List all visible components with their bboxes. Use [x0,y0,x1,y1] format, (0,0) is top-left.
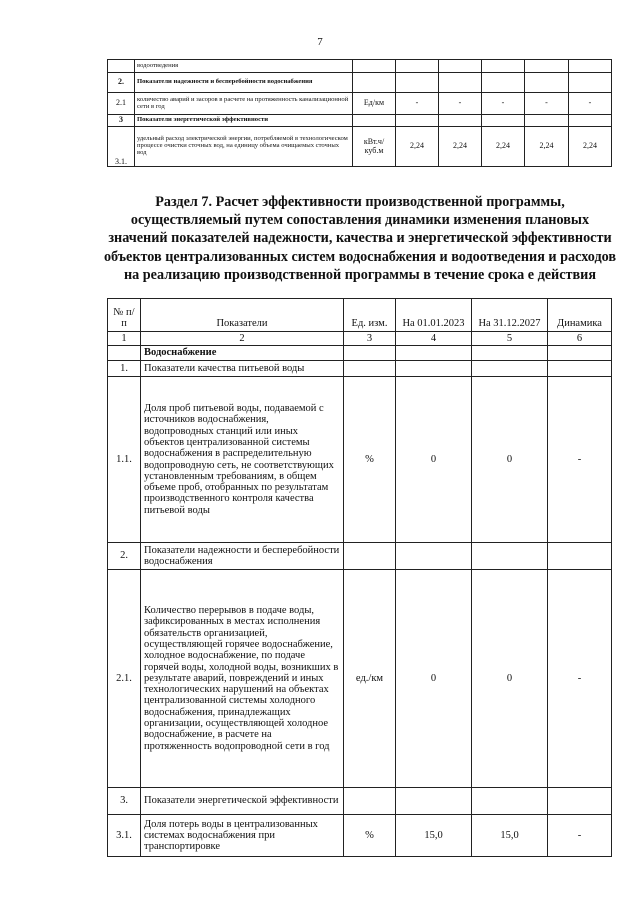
value-cell: 2,24 [569,127,612,167]
unit-cell [353,60,396,73]
dynamics-value [548,788,612,815]
table-row [108,543,612,570]
value-cell [482,60,525,73]
table-row [108,815,612,857]
value-cell: 2,24 [396,127,439,167]
row-number: 1. [108,361,141,377]
table-row [108,60,612,73]
end-value [472,543,548,570]
indicator-text: Водоснабжение [141,346,344,361]
value-cell: - [439,93,482,115]
value-cell [396,115,439,127]
start-value: 15,0 [396,815,472,857]
value-cell: 2,24 [482,127,525,167]
unit-cell [344,346,396,361]
row-number: 3.1. [108,815,141,857]
unit-cell: Ед/км [353,93,396,115]
indicator-text: Количество перерывов в подаче воды, зафиксированных в местах исполнения обязательств организацией, осуществляющей горячее водоснабжение, холодное водоснабжение, по подаче горячей воды, холодной воды, возникших в результате аварий, повреждений и иных технологических нарушений на объектах централизованной системы холодного водоснабжения, принадлежащих организации, осуществляющей холодное водоснабжение, в расчете на протяженность водопроводной сети в год [141,570,344,788]
end-value [472,788,548,815]
unit-cell [353,73,396,93]
start-value: 0 [396,377,472,543]
value-cell: - [569,93,612,115]
end-value [472,361,548,377]
row-number: 1.1. [108,377,141,543]
indicator-text: Показатели качества питьевой воды [141,361,344,377]
table-row [108,127,612,167]
unit-cell [344,788,396,815]
indicator-text: Доля потерь воды в централизованных системах водоснабжения при транспортировке [141,815,344,857]
row-number [108,60,135,73]
unit-cell [344,543,396,570]
dynamics-value [548,346,612,361]
value-cell [525,60,569,73]
row-number: 2. [108,543,141,570]
indicator-text: количество аварий и засоров в расчете на протяженность канализационной сети в год [135,93,353,115]
table-header-row [108,299,612,332]
row-number: 2. [108,73,135,93]
value-cell [439,115,482,127]
value-cell: - [396,93,439,115]
value-cell [525,115,569,127]
start-value [396,346,472,361]
row-number [108,346,141,361]
table-row [108,73,612,93]
unit-cell [353,115,396,127]
value-cell [569,115,612,127]
value-cell [569,60,612,73]
column-number: 3 [344,332,396,346]
value-cell [482,73,525,93]
section-title: Раздел 7. Расчет эффективности производственной программы, осуществляемый путем сопоставления динамики изменения плановых значений показателей надежности, качества и энергетической эффективности объектов централизованных систем водоснабжения и водоотведения и расходов на реализацию производственной программы в течение срока е действия [103,194,617,283]
value-cell: 2,24 [525,127,569,167]
end-value [472,346,548,361]
row-number: 3.1. [108,127,135,167]
value-cell [482,115,525,127]
value-cell [569,73,612,93]
unit-cell: кВт.ч/ куб.м [353,127,396,167]
column-number: 2 [141,332,344,346]
value-cell [396,60,439,73]
header-unit: Ед. изм. [344,299,396,332]
column-number: 4 [396,332,472,346]
column-number: 5 [472,332,548,346]
value-cell [396,73,439,93]
unit-cell [344,361,396,377]
table-row [108,788,612,815]
page-number: 7 [317,36,323,48]
value-cell [439,73,482,93]
dynamics-value [548,543,612,570]
dynamics-value [548,361,612,377]
indicator-text: Показатели энергетической эффективности [141,788,344,815]
row-number: 3. [108,788,141,815]
start-value [396,543,472,570]
unit-cell: ед./км [344,570,396,788]
table-row [108,361,612,377]
header-num: № п/п [108,299,141,332]
indicator-text: водоотведения [135,60,353,73]
dynamics-value: - [548,570,612,788]
value-cell: - [482,93,525,115]
row-number: 3 [108,115,135,127]
unit-cell: % [344,377,396,543]
continued-indicators-table [107,59,612,167]
column-number-row [108,332,612,346]
start-value [396,788,472,815]
value-cell: 2,24 [439,127,482,167]
header-dynamics: Динамика [548,299,612,332]
unit-cell: % [344,815,396,857]
table-row [108,115,612,127]
dynamics-value: - [548,377,612,543]
indicator-text: Показатели энергетической эффективности [135,115,353,127]
end-value: 15,0 [472,815,548,857]
indicator-text: удельный расход электрической энергии, потребляемой в технологическом процессе очистки сточных вод, на единицу объема очищаемых сточных вод [135,127,353,167]
header-end-date: На 31.12.2027 [472,299,548,332]
indicator-text: Доля проб питьевой воды, подаваемой с источников водоснабжения, водопроводных станций или иных объектов централизованной системы водоснабжения в распределительную водопроводную сеть, не соответствующих установленным требованиям, в общем объеме проб, отобранных по результатам производственного контроля качества питьевой воды [141,377,344,543]
dynamics-value: - [548,815,612,857]
row-number: 2.1. [108,570,141,788]
header-indicator: Показатели [141,299,344,332]
indicator-text: Показатели надежности и бесперебойности водоснабжения [141,543,344,570]
end-value: 0 [472,570,548,788]
value-cell [525,73,569,93]
start-value [396,361,472,377]
table-row [108,377,612,543]
table-row [108,570,612,788]
value-cell: - [525,93,569,115]
indicator-text: Показатели надежности и бесперебойности водоснабжения [135,73,353,93]
header-start-date: На 01.01.2023 [396,299,472,332]
start-value: 0 [396,570,472,788]
row-number: 2.1 [108,93,135,115]
column-number: 1 [108,332,141,346]
value-cell [439,60,482,73]
column-number: 6 [548,332,612,346]
efficiency-indicators-table [107,298,612,857]
table-row [108,93,612,115]
end-value: 0 [472,377,548,543]
table-row [108,346,612,361]
